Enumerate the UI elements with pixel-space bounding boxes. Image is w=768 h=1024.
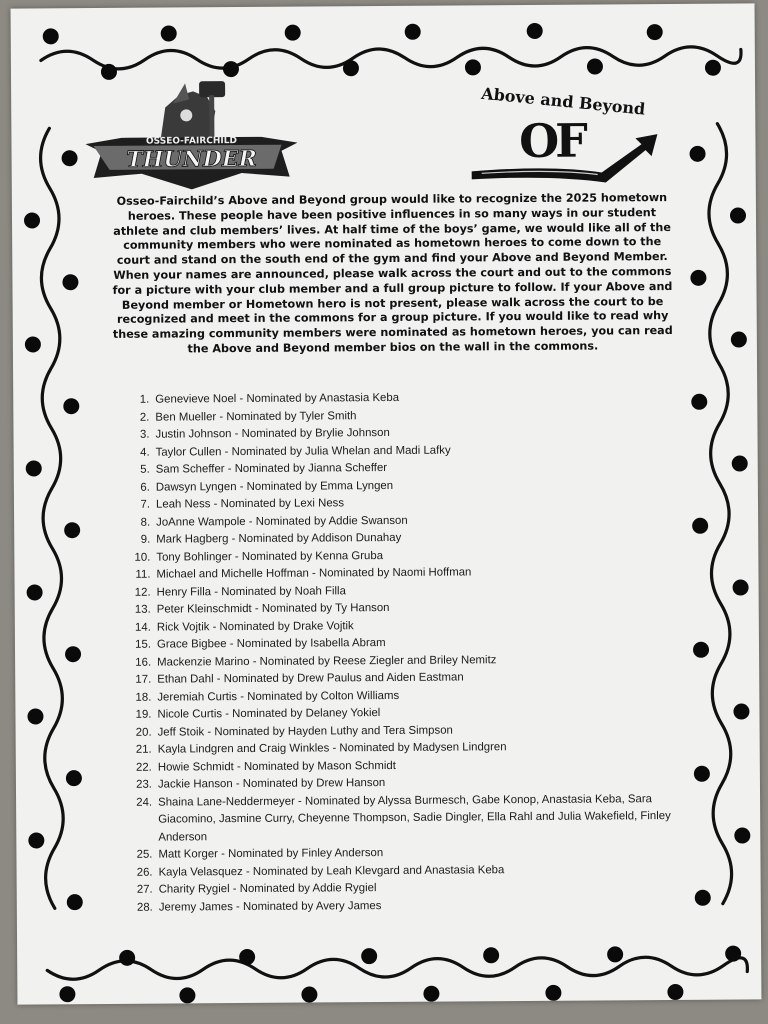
list-item-text: Justin Johnson - Nominated by Brylie Johnson (155, 426, 390, 441)
list-item-number: 5. (140, 463, 150, 476)
list-item-text: Jeremy James - Nominated by Avery James (158, 899, 382, 914)
list-item-number: 15. (135, 638, 152, 651)
flyer-page (11, 3, 762, 1004)
list-item-number: 27. (136, 883, 153, 896)
nominee-list (125, 388, 689, 917)
list-item-text: Howie Schmidt - Nominated by Mason Schmidt (157, 759, 396, 774)
list-item-number: 11. (135, 568, 151, 581)
list-item-number: 10. (134, 551, 151, 564)
list-item-text: Tony Bohlinger - Nominated by Kenna Gruba (156, 549, 384, 564)
list-item-text: Leah Ness - Nominated by Lexi Ness (155, 497, 345, 511)
list-item-text: Shaina Lane-Neddermeyer - Nominated by Alyssa Burmesch, Gabe Konop, Anastasia Keba, Sara Giacomino, Jasmine Curry, Cheyenne Thompson, Sadie Dingler, Ella Rahl and Julia Wakefield, Finley Anderson (158, 792, 671, 844)
list-item (128, 790, 688, 846)
svg-text:OF: OF (518, 113, 585, 169)
list-item-number: 4. (140, 446, 150, 459)
list-item-number: 3. (139, 428, 150, 441)
list-item-text: Kayla Lindgren and Craig Winkles - Nominated by Madysen Lindgren (157, 741, 507, 756)
list-item-number: 19. (135, 708, 152, 721)
list-item-number: 6. (140, 481, 150, 494)
list-item-text: Jeff Stoik - Nominated by Hayden Luthy and Tera Simpson (157, 724, 453, 739)
list-item-number: 18. (135, 691, 152, 704)
list-item-number: 13. (134, 603, 151, 616)
thunder-logo (81, 77, 302, 199)
list-item-text: Taylor Cullen - Nominated by Julia Whelan and Madi Lafky (155, 444, 451, 459)
list-item-number: 7. (140, 498, 151, 511)
list-item-number: 21. (135, 743, 152, 756)
list-item-number: 25. (136, 848, 153, 861)
svg-text:THUNDER: THUNDER (126, 145, 257, 173)
list-item-number: 16. (135, 656, 152, 669)
list-item-text: Matt Korger - Nominated by Finley Anderson (158, 847, 384, 861)
list-item-text: Mackenzie Marino - Nominated by Reese Ziegler and Briley Nemitz (157, 653, 497, 669)
list-item-text: JoAnne Wampole - Nominated by Addie Swanson (156, 514, 408, 529)
list-item-number: 17. (135, 673, 152, 686)
list-item-text: Rick Vojtik - Nominated by Drake Vojtik (156, 619, 354, 634)
list-item-number: 14. (134, 621, 151, 634)
list-item-text: Ethan Dahl - Nominated by Drew Paulus and Aiden Eastman (157, 671, 464, 686)
list-item-number: 28. (136, 901, 153, 914)
list-item-text: Dawsyn Lyngen - Nominated by Emma Lyngen (155, 479, 394, 494)
svg-text:OSSEO-FAIRCHILD: OSSEO-FAIRCHILD (145, 136, 237, 147)
list-item-number: 22. (135, 761, 152, 774)
list-item-text: Grace Bigbee - Nominated by Isabella Abram (156, 637, 386, 651)
list-item-text: Charity Rygiel - Nominated by Addie Rygiel (158, 882, 377, 896)
list-item-number: 1. (139, 393, 150, 406)
list-item-text: Jackie Hanson - Nominated by Drew Hanson (157, 777, 386, 791)
list-item-text: Mark Hagberg - Nominated by Addison Dunahay (156, 531, 402, 546)
list-item-number: 24. (136, 796, 153, 809)
list-item-text: Michael and Michelle Hoffman - Nominated by Naomi Hoffman (156, 566, 472, 581)
intro-paragraph: Osseo-Fairchild’s Above and Beyond group would like to recognize the 2025 hometown heroes. These people have been positive influences in so many ways in our student athlete and club members’ lives. At half time of the boys’ game, we would like all of the community members who were nominated as hometown heroes to come down to the court and stand on the south end of the gym and find your Above and Beyond Member. When your names are announced, please walk across the court and out to the commons for a picture with your club member and a full group picture to follow. If your Above and Beyond member or Hometown hero is not present, please walk across the court to be recognized and meet in the commons for a group picture. If you would like to read why these amazing community members were nominated as hometown heroes, you can read the Above and Beyond member bios on the wall in the commons. (112, 191, 673, 356)
list-item-number: 12. (134, 586, 151, 599)
list-item-number: 23. (136, 778, 152, 791)
list-item-number: 8. (140, 516, 151, 529)
list-item-number: 20. (135, 726, 152, 739)
svg-text:Above and Beyond: Above and Beyond (480, 83, 647, 119)
above-and-beyond-logo (451, 82, 682, 194)
list-item-number: 26. (136, 866, 153, 879)
list-item-text: Jeremiah Curtis - Nominated by Colton Williams (157, 689, 400, 704)
list-item-text: Ben Mueller - Nominated by Tyler Smith (155, 409, 357, 424)
list-item-text: Genevieve Noel - Nominated by Anastasia Keba (155, 391, 400, 406)
list-item-number: 2. (139, 411, 150, 424)
list-item-number: 9. (140, 533, 151, 546)
list-item-text: Kayla Velasquez - Nominated by Leah Klevgard and Anastasia Keba (158, 863, 505, 879)
list-item-text: Peter Kleinschmidt - Nominated by Ty Hanson (156, 601, 390, 616)
list-item-text: Henry Filla - Nominated by Noah Filla (156, 584, 346, 599)
list-item-text: Sam Scheffer - Nominated by Jianna Scheffer (155, 461, 388, 476)
list-item-text: Nicole Curtis - Nominated by Delaney Yokiel (157, 707, 381, 721)
